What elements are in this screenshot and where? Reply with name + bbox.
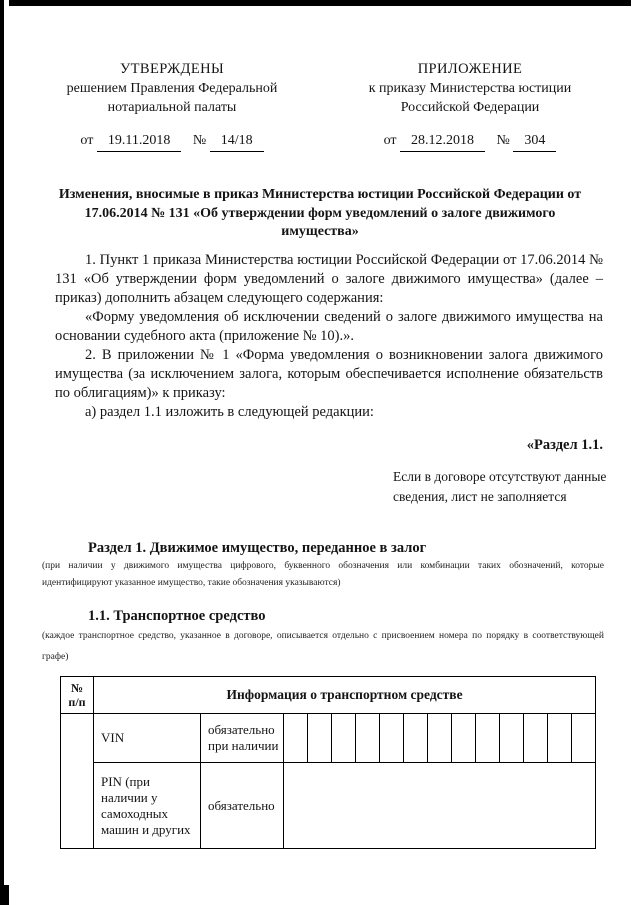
approval-right-line1: к приказу Министерства юстиции bbox=[368, 81, 572, 96]
section-1-1-heading: 1.1. Транспортное средство bbox=[88, 608, 266, 624]
section-1-heading: Раздел 1. Движимое имущество, переданное в залог bbox=[88, 540, 427, 556]
vin-char-box bbox=[499, 714, 523, 762]
scan-edge-bottom-left bbox=[0, 885, 9, 905]
approval-left-date-line bbox=[42, 131, 302, 152]
paragraph-2: «Форму уведомления об исключении сведений о залоге движимого имущества на основании судебного акта (приложение № 10).». bbox=[55, 309, 603, 344]
paragraph-3: 2. В приложении № 1 «Форма уведомления о возникновении залога движимого имущества (за исключением залога, которым обеспечивается исполнение обязательств по облигациям)» к приказу: bbox=[55, 347, 603, 401]
vin-char-box bbox=[403, 714, 427, 762]
pin-value-cell bbox=[284, 763, 596, 849]
date-label: от bbox=[80, 133, 94, 148]
vin-char-box bbox=[571, 714, 595, 762]
razdel-1-1-label: «Раздел 1.1. bbox=[526, 437, 603, 453]
number-label: № bbox=[496, 133, 510, 148]
approval-right-title: ПРИЛОЖЕНИЕ bbox=[417, 61, 523, 77]
num-header-line2: п/п bbox=[68, 695, 86, 709]
vin-char-box bbox=[475, 714, 499, 762]
form-side-note: Если в договоре отсутствуют данные сведения, лист не заполняется bbox=[393, 469, 607, 504]
vin-char-box bbox=[379, 714, 403, 762]
vehicle-info-table bbox=[60, 676, 596, 849]
row-number-cell bbox=[61, 714, 94, 849]
pin-label-cell: PIN (при наличии у самоходных машин и других bbox=[94, 763, 201, 849]
vin-char-box bbox=[355, 714, 379, 762]
section-1-note: (при наличии у движимого имущества цифрового, буквенного обозначения или комбинации таких обозначений, которые идентифицируют указанное имущество, такие обозначения указываются) bbox=[42, 561, 604, 588]
vin-char-box bbox=[427, 714, 451, 762]
vin-requirement-cell: обязательно при наличии bbox=[201, 714, 284, 763]
approval-block-notary bbox=[42, 60, 302, 152]
vin-char-boxes bbox=[284, 714, 595, 762]
approval-header bbox=[42, 60, 610, 152]
number-value: 304 bbox=[513, 131, 556, 152]
approval-left-line1: решением Правления Федеральной bbox=[66, 81, 278, 96]
date-label: от bbox=[383, 133, 397, 148]
approval-left-title: УТВЕРЖДЕНЫ bbox=[119, 61, 225, 77]
paragraph-1: 1. Пункт 1 приказа Министерства юстиции Российской Федерации от 17.06.2014 № 131 «Об утверждении форм уведомлений о залоге движимого имущества» (далее – приказ) дополнить абзацем следующего содержания: bbox=[55, 252, 603, 306]
vin-char-box bbox=[284, 714, 307, 762]
date-value: 19.11.2018 bbox=[97, 131, 181, 152]
table-header-info: Информация о транспортном средстве bbox=[94, 677, 596, 714]
vin-char-box bbox=[523, 714, 547, 762]
section-1-1-note: (каждое транспортное средство, указанное в договоре, описывается отдельно с присвоением номера по порядку в соответствующей графе) bbox=[42, 631, 604, 662]
number-value: 14/18 bbox=[210, 131, 264, 152]
vin-char-box bbox=[547, 714, 571, 762]
document-body bbox=[55, 251, 603, 455]
vin-char-box bbox=[451, 714, 475, 762]
table-row-pin bbox=[61, 763, 596, 849]
num-header-line1: № bbox=[70, 681, 84, 695]
paragraph-4: а) раздел 1.1 изложить в следующей редакции: bbox=[85, 404, 374, 420]
vin-value-cell bbox=[284, 714, 596, 763]
approval-right-line2: Российской Федерации bbox=[400, 100, 540, 115]
vin-label-cell: VIN bbox=[94, 714, 201, 763]
pin-requirement-cell: обязательно bbox=[201, 763, 284, 849]
document-title: Изменения, вносимые в приказ Министерства юстиции Российской Федерации от 17.06.2014 № 131 «Об утверждении форм уведомлений о залоге движимого имущества» bbox=[58, 187, 582, 239]
vin-char-box bbox=[331, 714, 355, 762]
section-1 bbox=[42, 540, 604, 592]
table-row-vin bbox=[61, 714, 596, 763]
table-header-num bbox=[61, 677, 94, 714]
approval-left-line2: нотариальной палаты bbox=[107, 100, 237, 115]
scan-edge-left bbox=[0, 0, 4, 905]
number-label: № bbox=[192, 133, 207, 148]
section-1-1 bbox=[42, 608, 604, 668]
table-header-row bbox=[61, 677, 596, 714]
vin-char-box bbox=[307, 714, 331, 762]
scan-edge-top bbox=[9, 0, 631, 6]
date-value: 28.12.2018 bbox=[400, 131, 485, 152]
approval-block-ministry bbox=[330, 60, 610, 152]
approval-right-date-line bbox=[330, 131, 610, 152]
